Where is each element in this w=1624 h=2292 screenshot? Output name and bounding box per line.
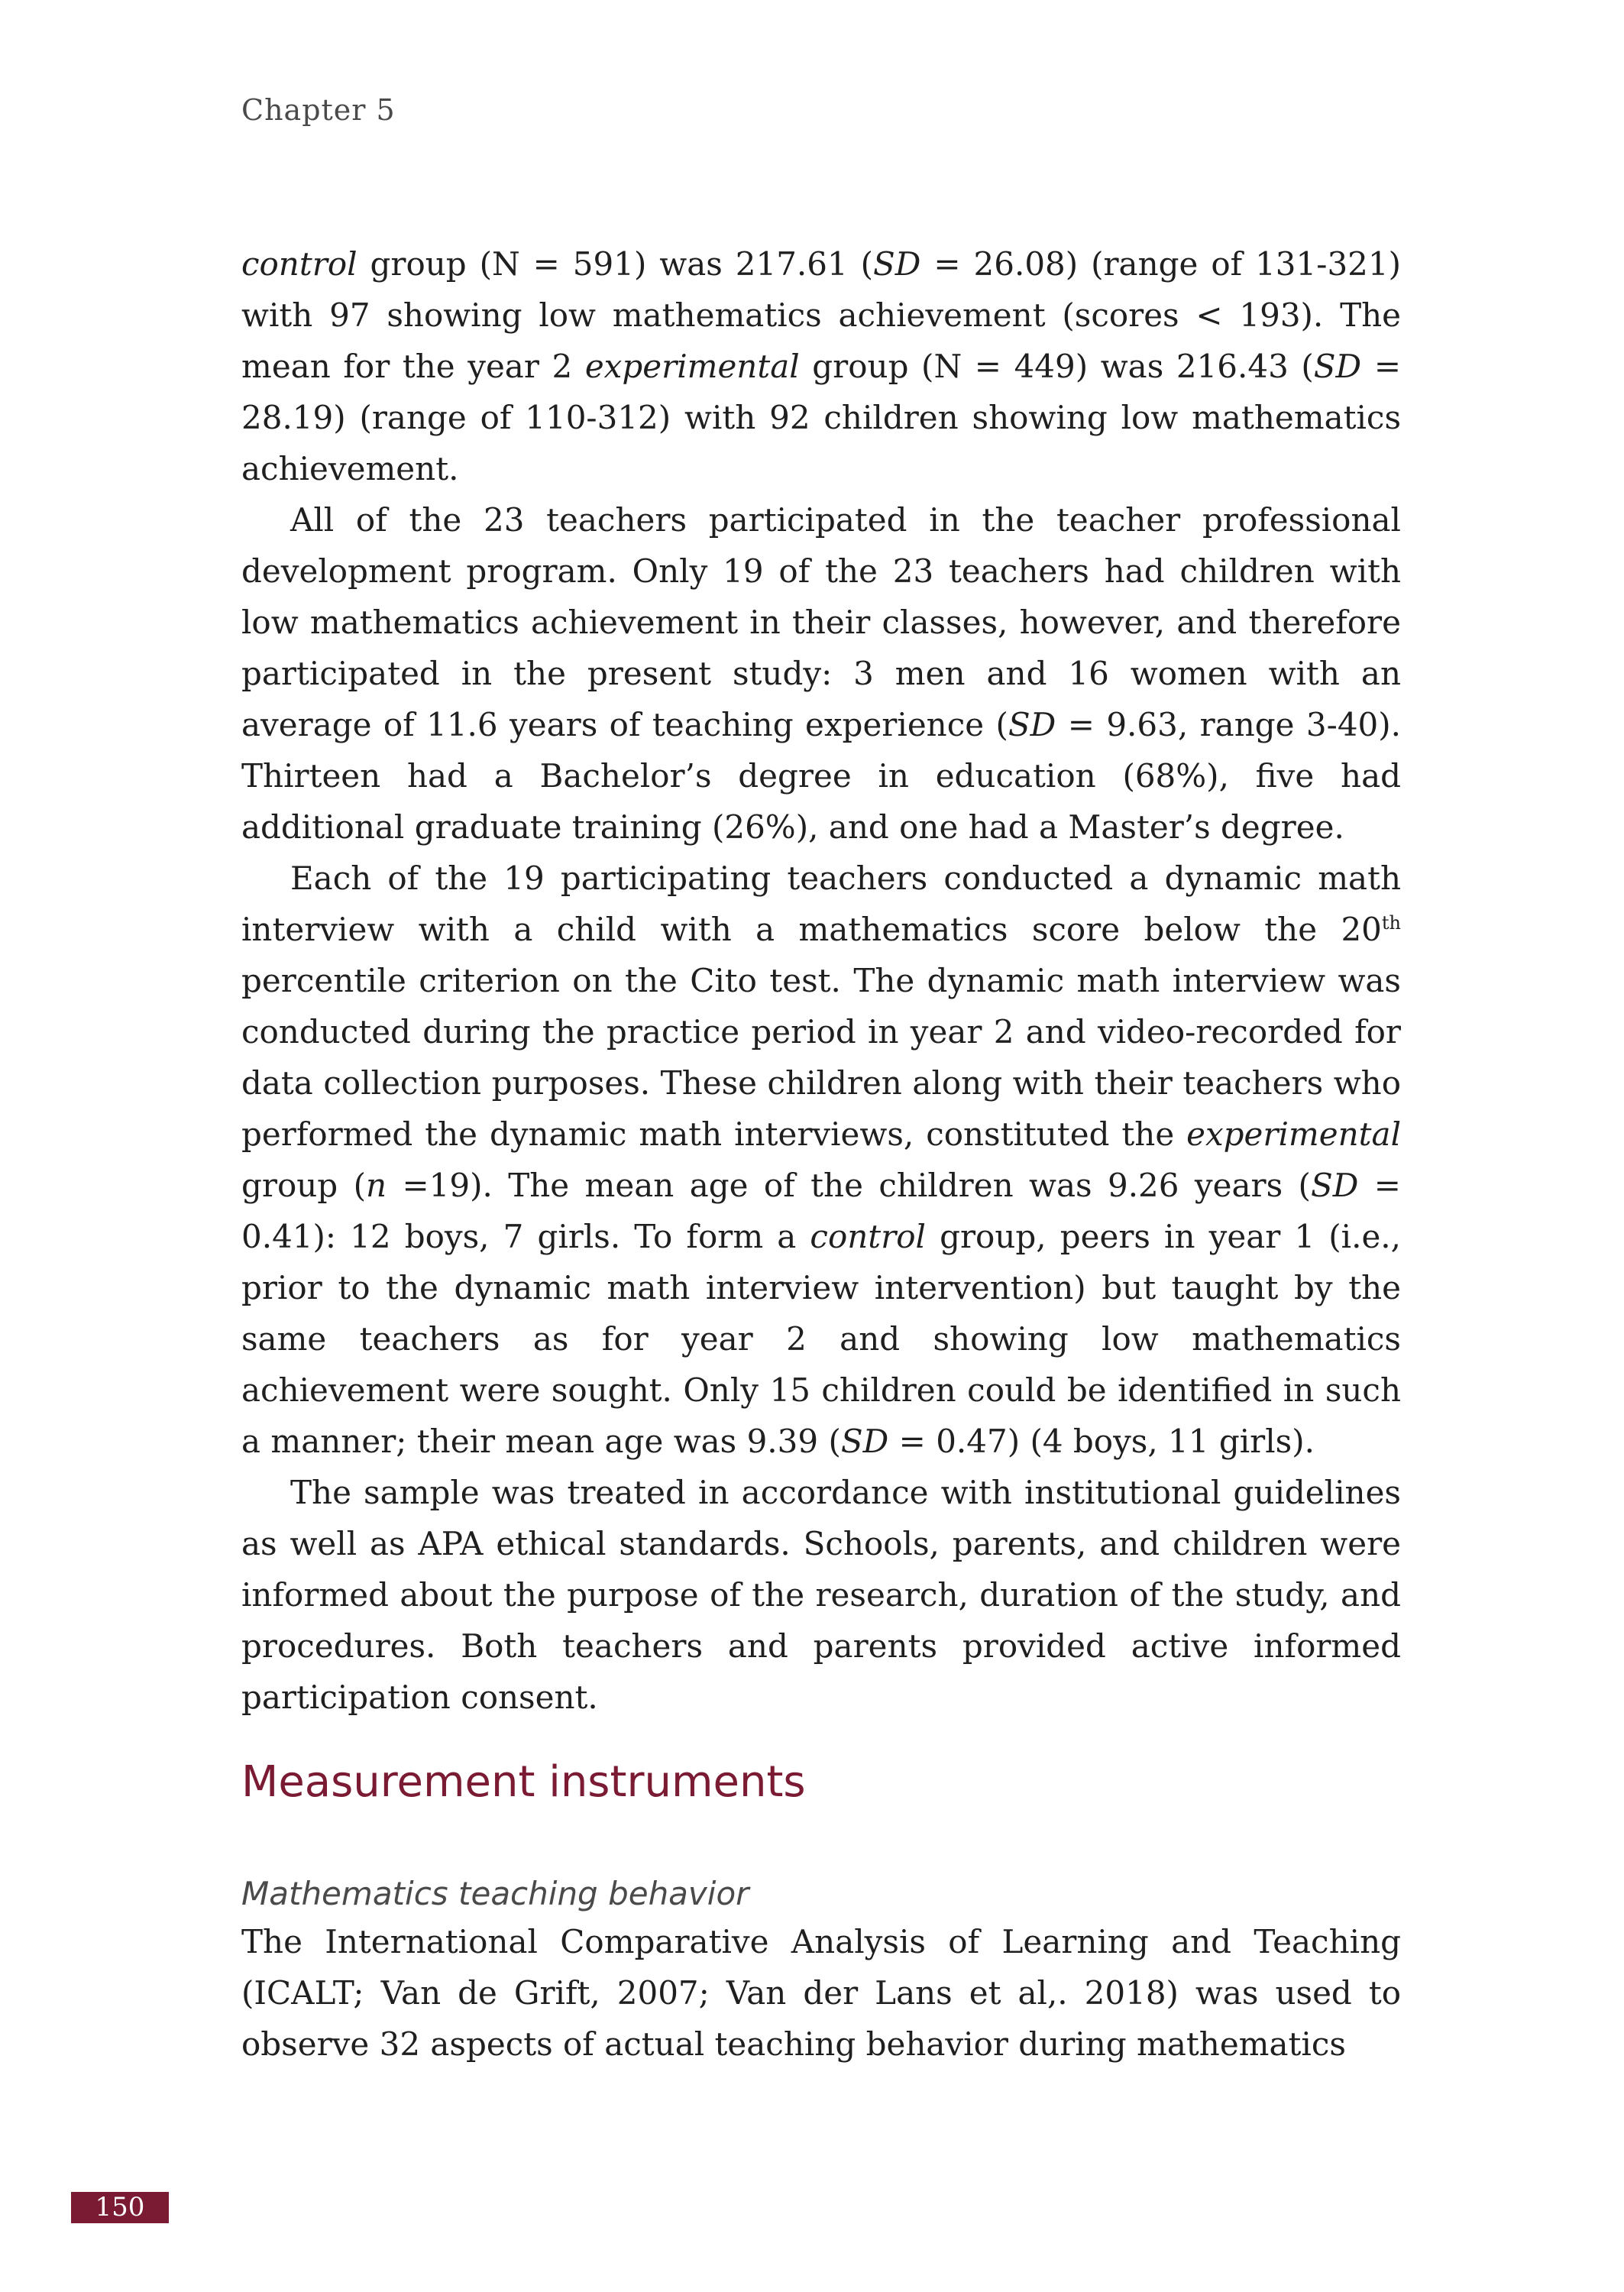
section-heading: Measurement instruments	[241, 1757, 806, 1807]
italic-term: experimental	[584, 348, 800, 385]
text-run: group (N = 449) was 216.43 (	[799, 348, 1314, 385]
text-run: group (	[241, 1167, 366, 1204]
paragraph-icalt	[241, 1916, 1401, 2070]
text-run: group (N = 591) was 217.61 (	[357, 245, 874, 283]
text-run: =19). The mean age of the children was 9.26 years (	[387, 1167, 1311, 1204]
italic-term: SD	[1313, 348, 1362, 385]
italic-term: control	[810, 1218, 926, 1255]
italic-term: SD	[1310, 1167, 1359, 1204]
page-number: 150	[71, 2192, 169, 2223]
italic-term: n	[365, 1167, 387, 1204]
italic-term: SD	[1008, 706, 1056, 743]
text-run: = 26.08) (range of 131-321) with 97 showing low mathematics achievement (scores < 193). The mean for the year 2	[241, 245, 1401, 385]
text-run: = 28.19) (range of 110-312) with 92 children showing low mathematics achievement.	[241, 348, 1402, 487]
text-run: group, peers in year 1 (i.e., prior to the dynamic math interview intervention) but taught by the same teachers as for year 2 and showing low mathematics achievement were sought. Only 15 children could be identified in such a manner; their mean age was 9.39 (	[241, 1218, 1401, 1460]
paragraph-teachers	[241, 494, 1401, 853]
text-run: All of the 23 teachers participated in the teacher professional development program. Only 19 of the 23 teachers had children with low mathematics achievement in their classes, however, and therefore participated in the present study: 3 men and 16 women with an average of 11.6 years of teaching experience (	[241, 501, 1401, 743]
text-run: = 9.63, range 3-40). Thirteen had a Bachelor’s degree in education (68%), five had additional graduate training (26%), and one had a Master’s degree.	[241, 706, 1401, 846]
text-run: = 0.41): 12 boys, 7 girls. To form a	[241, 1167, 1402, 1255]
text-run: The sample was treated in accordance with institutional guidelines as well as APA ethical standards. Schools, parents, and children were informed about the purpose of the research, duration of the study, and procedures. Both teachers and parents provided active informed participation consent.	[241, 1474, 1401, 1716]
italic-term: experimental	[1186, 1115, 1401, 1153]
italic-term: control	[241, 245, 357, 283]
text-run: The International Comparative Analysis of Learning and Teaching (ICALT; Van de Grift, 2007; Van der Lans et al,. 2018) was used to observe 32 aspects of actual teaching behavior during mathematics	[241, 1923, 1401, 2063]
paragraph-interviews	[241, 853, 1401, 1467]
italic-term: SD	[840, 1423, 889, 1460]
text-run: = 0.47) (4 boys, 11 girls).	[888, 1423, 1315, 1460]
italic-term: SD	[873, 245, 921, 283]
running-head: Chapter 5	[241, 93, 396, 127]
subheading: Mathematics teaching behavior	[241, 1875, 749, 1912]
paragraph-control-group	[241, 238, 1401, 494]
text-run: percentile criterion on the Cito test. The dynamic math interview was conducted during the practice period in year 2 and video-recorded for data collection purposes. These children along with their teachers who performed the dynamic math interviews, constituted the	[241, 962, 1401, 1153]
superscript: th	[1381, 912, 1401, 934]
paragraph-ethics	[241, 1467, 1401, 1723]
body-text	[241, 238, 1401, 1723]
text-run: Each of the 19 participating teachers conducted a dynamic math interview with a child with a mathematics score below the 20	[241, 860, 1401, 948]
